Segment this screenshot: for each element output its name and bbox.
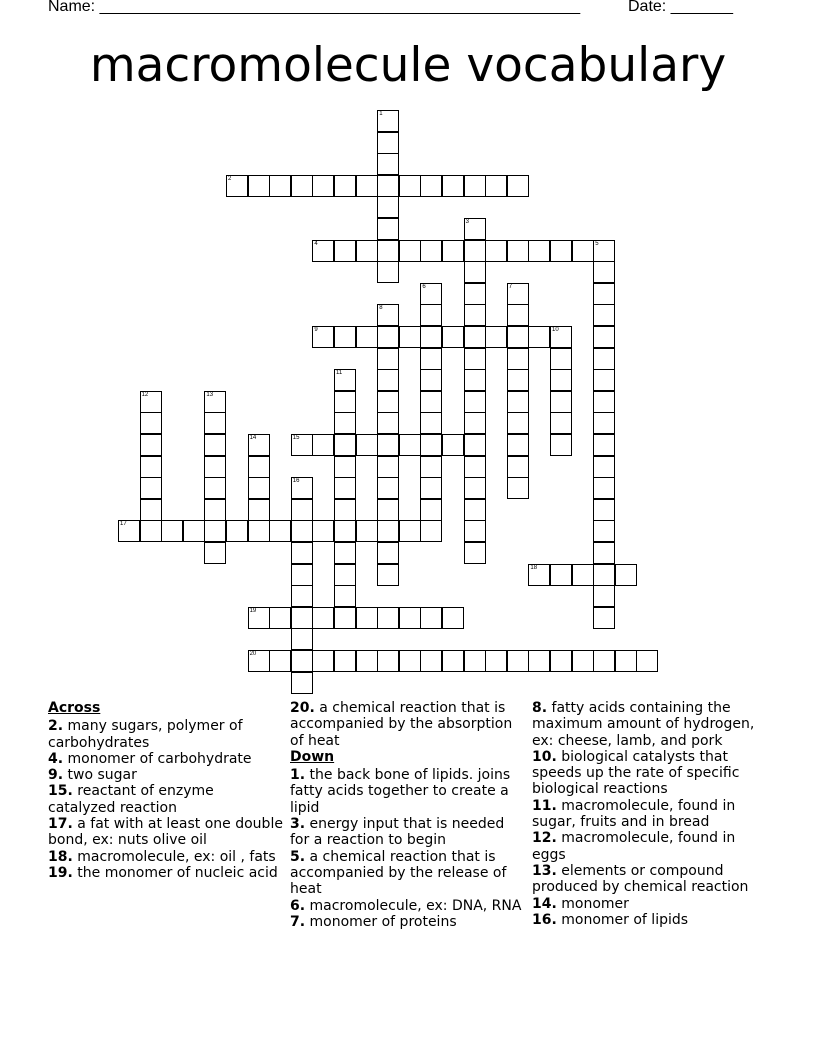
grid-cell[interactable] — [507, 283, 529, 305]
grid-cell[interactable] — [420, 412, 442, 434]
clue-text: two sugar — [67, 767, 137, 784]
clue-text: elements or compound produced by chemical reaction — [532, 862, 749, 896]
clue-text: reactant of enzyme catalyzed reaction — [48, 783, 214, 816]
grid-cell[interactable] — [442, 326, 464, 348]
grid-cell[interactable] — [377, 218, 399, 240]
grid-cell[interactable] — [550, 240, 572, 262]
clue-num: 1. — [290, 767, 306, 784]
grid-cell[interactable] — [593, 391, 615, 413]
grid-cell[interactable] — [140, 520, 162, 542]
grid-cell[interactable] — [377, 520, 399, 542]
grid-cell[interactable] — [291, 520, 313, 542]
grid-cell[interactable] — [269, 650, 291, 672]
grid-cell[interactable] — [399, 607, 421, 629]
grid-cell[interactable] — [464, 499, 486, 521]
grid-cell[interactable] — [291, 434, 313, 456]
grid-cell[interactable] — [334, 520, 356, 542]
grid-cell[interactable] — [334, 477, 356, 499]
grid-cell[interactable] — [550, 564, 572, 586]
grid-cell[interactable] — [636, 650, 658, 672]
grid-cell[interactable] — [593, 456, 615, 478]
clue-number: 9 — [314, 327, 318, 333]
grid-cell[interactable] — [334, 564, 356, 586]
grid-cell[interactable] — [291, 542, 313, 564]
down-clue — [532, 896, 768, 912]
grid-cell[interactable] — [420, 520, 442, 542]
grid-cell[interactable] — [464, 240, 486, 262]
across-clue — [48, 718, 284, 751]
clue-text: macromolecule, ex: oil , fats — [77, 848, 276, 865]
clue-text: a chemical reaction that is accompanied by the absorption of heat — [290, 700, 513, 749]
across-clue — [48, 751, 284, 767]
grid-cell[interactable] — [204, 434, 226, 456]
clue-number: 6 — [422, 283, 426, 290]
grid-cell[interactable] — [399, 650, 421, 672]
grid-cell[interactable] — [442, 607, 464, 629]
down-clue — [532, 830, 768, 863]
clue-text: the back bone of lipids. joins fatty acids together to create a lipid — [290, 767, 511, 816]
grid-cell[interactable] — [377, 434, 399, 456]
grid-cell[interactable] — [291, 650, 313, 672]
grid-cell[interactable] — [312, 434, 334, 456]
grid-cell[interactable] — [464, 434, 486, 456]
clue-text: energy input that is needed for a reaction to begin — [290, 816, 505, 849]
grid-cell[interactable] — [334, 240, 356, 262]
grid-cell[interactable] — [442, 434, 464, 456]
grid-cell[interactable] — [464, 391, 486, 413]
grid-cell[interactable] — [464, 412, 486, 434]
grid-cell[interactable] — [550, 650, 572, 672]
clue-text: monomer of lipids — [561, 911, 689, 928]
grid-cell[interactable] — [593, 261, 615, 283]
grid-cell[interactable] — [528, 650, 550, 672]
grid-cell[interactable] — [377, 110, 399, 132]
grid-cell[interactable] — [464, 304, 486, 326]
grid-cell[interactable] — [291, 564, 313, 586]
grid-cell[interactable] — [420, 348, 442, 370]
grid-cell[interactable] — [377, 542, 399, 564]
grid-cell[interactable] — [334, 650, 356, 672]
grid-cell[interactable] — [507, 456, 529, 478]
grid-cell[interactable] — [334, 434, 356, 456]
grid-cell[interactable] — [593, 283, 615, 305]
grid-cell[interactable] — [356, 607, 378, 629]
grid-cell[interactable] — [593, 240, 615, 262]
grid-cell[interactable] — [442, 240, 464, 262]
grid-cell[interactable] — [312, 650, 334, 672]
grid-cell[interactable] — [140, 434, 162, 456]
grid-cell[interactable] — [464, 261, 486, 283]
grid-cell[interactable] — [377, 499, 399, 521]
grid-cell[interactable] — [550, 434, 572, 456]
grid-cell[interactable] — [507, 477, 529, 499]
grid-cell[interactable] — [507, 304, 529, 326]
clue-number: 14 — [249, 435, 257, 441]
clue-number: 17 — [120, 521, 127, 528]
grid-cell[interactable] — [615, 650, 637, 672]
grid-cell[interactable] — [377, 196, 399, 218]
grid-cell[interactable] — [593, 650, 615, 672]
down-clue — [532, 700, 768, 749]
grid-cell[interactable] — [550, 412, 572, 434]
clue-num: 16. — [532, 911, 557, 928]
grid-cell[interactable] — [269, 175, 291, 197]
clue-num: 10. — [532, 748, 557, 765]
grid-cell[interactable] — [334, 542, 356, 564]
clue-text: fatty acids containing the maximum amount of hydrogen, ex: cheese, lamb, and pork — [532, 700, 755, 749]
grid-cell[interactable] — [334, 326, 356, 348]
grid-cell[interactable] — [312, 607, 334, 629]
page-title: macromolecule vocabulary — [89, 38, 727, 93]
grid-cell[interactable] — [464, 456, 486, 478]
clue-num: 20. — [290, 700, 315, 716]
name-field[interactable]: Name: ______________________________________________________ — [48, 0, 581, 15]
grid-cell[interactable] — [464, 542, 486, 564]
grid-cell[interactable] — [528, 326, 550, 348]
across-clue — [48, 767, 284, 783]
clue-number: 3 — [465, 219, 469, 225]
grid-cell[interactable] — [507, 369, 529, 391]
grid-cell[interactable] — [572, 240, 594, 262]
across-clue — [48, 849, 284, 865]
grid-cell[interactable] — [593, 585, 615, 607]
grid-cell[interactable] — [334, 369, 356, 391]
grid-cell[interactable] — [464, 218, 486, 240]
down-clue — [290, 849, 526, 898]
down-clue — [532, 798, 768, 831]
grid-cell[interactable] — [377, 391, 399, 413]
clue-number: 5 — [595, 240, 599, 247]
down-clue — [290, 898, 526, 914]
grid-cell[interactable] — [269, 520, 291, 542]
clue-number: 11 — [336, 370, 343, 377]
grid-cell[interactable] — [593, 542, 615, 564]
down-clue — [290, 816, 526, 849]
clue-text: the monomer of nucleic acid — [77, 864, 278, 881]
clue-number: 20 — [249, 651, 257, 657]
clue-text: monomer — [561, 895, 629, 912]
grid-cell[interactable] — [334, 391, 356, 413]
down-clue — [290, 767, 526, 816]
grid-cell[interactable] — [377, 304, 399, 326]
clues-column-3 — [532, 700, 768, 928]
grid-cell[interactable] — [377, 153, 399, 175]
grid-cell[interactable] — [507, 326, 529, 348]
grid-cell[interactable] — [593, 326, 615, 348]
grid-cell[interactable] — [399, 240, 421, 262]
grid-cell[interactable] — [356, 175, 378, 197]
grid-cell[interactable] — [377, 564, 399, 586]
grid-cell[interactable] — [377, 369, 399, 391]
grid-cell[interactable] — [334, 607, 356, 629]
grid-cell[interactable] — [248, 499, 270, 521]
grid-cell[interactable] — [420, 304, 442, 326]
grid-cell[interactable] — [226, 520, 248, 542]
grid-cell[interactable] — [399, 434, 421, 456]
grid-cell[interactable] — [183, 520, 205, 542]
grid-cell[interactable] — [334, 585, 356, 607]
grid-cell[interactable] — [593, 434, 615, 456]
grid-cell[interactable] — [485, 240, 507, 262]
grid-cell[interactable] — [593, 348, 615, 370]
grid-cell[interactable] — [377, 326, 399, 348]
down-clue — [532, 863, 768, 896]
grid-cell[interactable] — [442, 175, 464, 197]
grid-cell[interactable] — [420, 240, 442, 262]
grid-cell[interactable] — [140, 477, 162, 499]
grid-cell[interactable] — [442, 650, 464, 672]
grid-cell[interactable] — [118, 520, 140, 542]
clue-text: a chemical reaction that is accompanied by the release of heat — [290, 848, 507, 898]
clue-num: 6. — [290, 897, 306, 914]
grid-cell[interactable] — [204, 499, 226, 521]
down-clue — [532, 912, 768, 928]
grid-cell[interactable] — [615, 564, 637, 586]
grid-cell[interactable] — [377, 261, 399, 283]
clue-number: 19 — [249, 607, 257, 614]
clue-text: macromolecule, found in sugar, fruits and in bread — [532, 797, 736, 831]
clue-number: 12 — [141, 391, 149, 398]
grid-cell[interactable] — [464, 477, 486, 499]
clue-text: macromolecule, ex: DNA, RNA — [309, 897, 522, 914]
grid-cell[interactable] — [204, 391, 226, 413]
clue-num: 7. — [290, 913, 306, 930]
grid-cell[interactable] — [140, 391, 162, 413]
grid-cell[interactable] — [204, 520, 226, 542]
grid-cell[interactable] — [377, 607, 399, 629]
clue-text: a fat with at least one double bond, ex: nuts olive oil — [48, 816, 283, 849]
grid-cell[interactable] — [140, 456, 162, 478]
grid-cell[interactable] — [377, 456, 399, 478]
grid-cell[interactable] — [291, 499, 313, 521]
grid-cell[interactable] — [593, 369, 615, 391]
grid-cell[interactable] — [420, 434, 442, 456]
grid-cell[interactable] — [485, 326, 507, 348]
grid-cell[interactable] — [420, 607, 442, 629]
grid-cell[interactable] — [356, 520, 378, 542]
clue-text: many sugars, polymer of carbohydrates — [48, 718, 243, 751]
grid-cell[interactable] — [507, 348, 529, 370]
grid-cell[interactable] — [485, 175, 507, 197]
grid-cell[interactable] — [356, 434, 378, 456]
grid-cell[interactable] — [572, 564, 594, 586]
grid-cell[interactable] — [464, 348, 486, 370]
grid-cell[interactable] — [377, 650, 399, 672]
grid-cell[interactable] — [420, 175, 442, 197]
clue-number: 2 — [228, 175, 232, 182]
across-clue — [48, 783, 284, 816]
clue-num: 13. — [532, 862, 557, 879]
down-clue — [290, 914, 526, 930]
grid-cell[interactable] — [248, 650, 270, 672]
grid-cell[interactable] — [377, 175, 399, 197]
clue-number: 16 — [292, 478, 300, 485]
grid-cell[interactable] — [248, 175, 270, 197]
clue-num: 15. — [48, 783, 73, 800]
grid-cell[interactable] — [312, 240, 334, 262]
clue-num: 8. — [532, 700, 548, 716]
across-heading: Across — [48, 700, 101, 716]
grid-cell[interactable] — [420, 369, 442, 391]
clues-column-2 — [290, 700, 526, 930]
grid-cell[interactable] — [312, 175, 334, 197]
clue-number: 4 — [314, 240, 318, 247]
grid-cell[interactable] — [291, 628, 313, 650]
grid-cell[interactable] — [356, 326, 378, 348]
grid-cell[interactable] — [593, 304, 615, 326]
clue-text: monomer of carbohydrate — [67, 750, 252, 767]
grid-cell[interactable] — [377, 412, 399, 434]
down-clue — [532, 749, 768, 798]
grid-cell[interactable] — [204, 477, 226, 499]
grid-cell[interactable] — [464, 326, 486, 348]
date-field[interactable]: Date: _______ — [628, 0, 733, 15]
clue-num: 17. — [48, 816, 73, 833]
grid-cell[interactable] — [420, 650, 442, 672]
clue-num: 18. — [48, 848, 73, 865]
clue-num: 2. — [48, 718, 64, 735]
grid-cell[interactable] — [550, 326, 572, 348]
clue-num: 4. — [48, 750, 64, 767]
clue-text: monomer of proteins — [309, 913, 457, 930]
clue-number: 10 — [552, 327, 559, 333]
grid-cell[interactable] — [507, 650, 529, 672]
grid-cell[interactable] — [291, 585, 313, 607]
grid-cell[interactable] — [593, 499, 615, 521]
grid-cell[interactable] — [312, 326, 334, 348]
clue-text: macromolecule, found in eggs — [532, 830, 736, 863]
clue-number: 15 — [292, 435, 300, 441]
grid-cell[interactable] — [334, 456, 356, 478]
down-heading: Down — [290, 748, 335, 765]
grid-cell[interactable] — [593, 607, 615, 629]
grid-cell[interactable] — [248, 607, 270, 629]
grid-cell[interactable] — [593, 564, 615, 586]
grid-cell[interactable] — [248, 456, 270, 478]
clue-num: 12. — [532, 830, 557, 847]
across-clue — [48, 865, 284, 881]
grid-cell[interactable] — [269, 607, 291, 629]
grid-cell[interactable] — [291, 477, 313, 499]
grid-cell[interactable] — [464, 175, 486, 197]
grid-cell[interactable] — [550, 391, 572, 413]
grid-cell[interactable] — [356, 650, 378, 672]
grid-cell[interactable] — [377, 240, 399, 262]
grid-cell[interactable] — [464, 369, 486, 391]
grid-cell[interactable] — [420, 326, 442, 348]
grid-cell[interactable] — [399, 520, 421, 542]
grid-cell[interactable] — [226, 175, 248, 197]
grid-cell[interactable] — [334, 175, 356, 197]
grid-cell[interactable] — [377, 132, 399, 154]
grid-cell[interactable] — [528, 240, 550, 262]
clues-column-1 — [48, 700, 284, 881]
across-clue — [48, 816, 284, 849]
grid-cell[interactable] — [356, 240, 378, 262]
clue-num: 5. — [290, 848, 306, 865]
clue-text: biological catalysts that speeds up the rate of specific biological reactions — [532, 748, 740, 798]
clue-num: 3. — [290, 816, 306, 833]
grid-cell[interactable] — [507, 434, 529, 456]
grid-cell[interactable] — [420, 456, 442, 478]
grid-cell[interactable] — [593, 520, 615, 542]
clue-number: 1 — [379, 111, 383, 117]
grid-cell[interactable] — [140, 412, 162, 434]
grid-cell[interactable] — [291, 607, 313, 629]
grid-cell[interactable] — [420, 477, 442, 499]
clue-number: 18 — [530, 564, 538, 571]
grid-cell[interactable] — [334, 499, 356, 521]
clue-number: 8 — [379, 305, 383, 312]
grid-cell[interactable] — [420, 499, 442, 521]
grid-cell[interactable] — [204, 412, 226, 434]
grid-cell[interactable] — [464, 650, 486, 672]
grid-cell[interactable] — [312, 520, 334, 542]
grid-cell[interactable] — [161, 520, 183, 542]
grid-cell[interactable] — [464, 520, 486, 542]
grid-cell[interactable] — [420, 283, 442, 305]
clue-num: 9. — [48, 767, 64, 784]
grid-cell[interactable] — [334, 412, 356, 434]
grid-cell[interactable] — [507, 240, 529, 262]
grid-cell[interactable] — [550, 348, 572, 370]
grid-cell[interactable] — [377, 477, 399, 499]
grid-cell[interactable] — [204, 542, 226, 564]
grid-cell[interactable] — [507, 391, 529, 413]
grid-cell[interactable] — [507, 175, 529, 197]
grid-cell[interactable] — [464, 283, 486, 305]
clue-number: 7 — [508, 283, 513, 290]
clue-number: 13 — [206, 391, 214, 398]
grid-cell[interactable] — [593, 412, 615, 434]
clue-num: 19. — [48, 864, 73, 881]
clue-num: 14. — [532, 895, 557, 912]
grid-cell[interactable] — [550, 369, 572, 391]
grid-cell[interactable] — [248, 434, 270, 456]
grid-cell[interactable] — [140, 499, 162, 521]
grid-cell[interactable] — [507, 412, 529, 434]
grid-cell[interactable] — [377, 348, 399, 370]
grid-cell[interactable] — [528, 564, 550, 586]
grid-cell[interactable] — [291, 672, 313, 694]
grid-cell[interactable] — [485, 650, 507, 672]
across-clue — [290, 700, 526, 749]
grid-cell[interactable] — [204, 456, 226, 478]
clue-num: 11. — [532, 797, 557, 814]
grid-cell[interactable] — [291, 175, 313, 197]
grid-cell[interactable] — [248, 520, 270, 542]
grid-cell[interactable] — [593, 477, 615, 499]
grid-cell[interactable] — [399, 175, 421, 197]
grid-cell[interactable] — [420, 391, 442, 413]
grid-cell[interactable] — [572, 650, 594, 672]
grid-cell[interactable] — [248, 477, 270, 499]
grid-cell[interactable] — [399, 326, 421, 348]
